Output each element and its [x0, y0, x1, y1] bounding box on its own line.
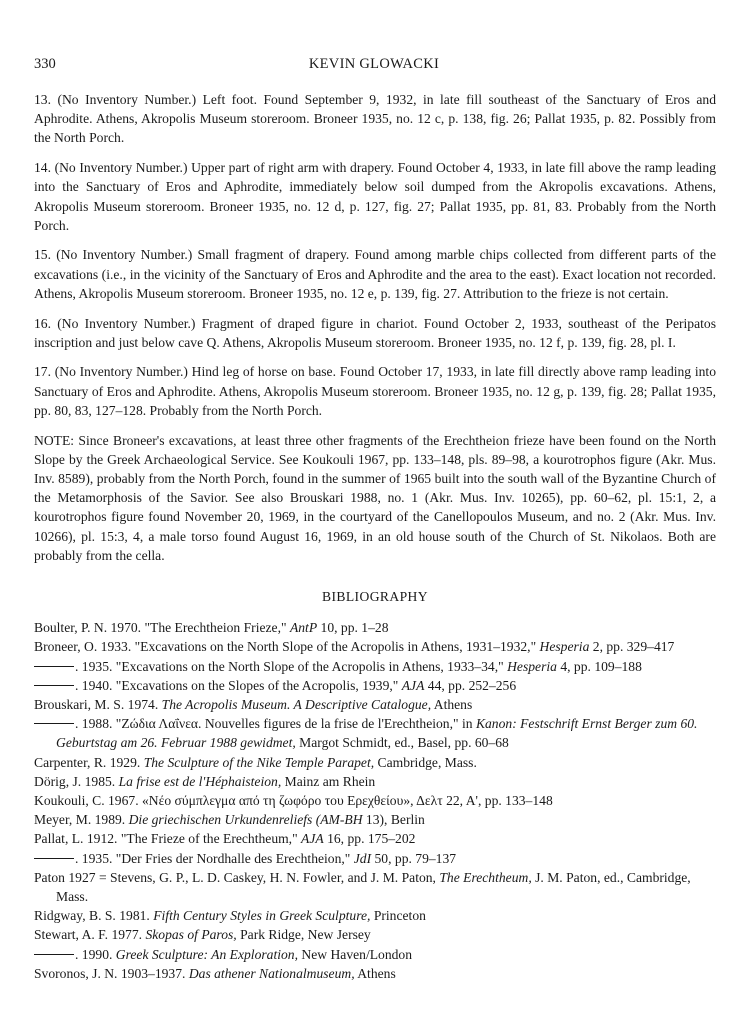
bibliography-text: Broneer, O. 1933. "Excavations on the North Slope of the Acropolis in Athens, 1931–1932,"	[34, 639, 540, 655]
bibliography-title: Kanon: Festschrift Ernst Berger zum 60. Geburtstag am 26. Februar 1988 gewidmet,	[56, 716, 698, 751]
repeat-author-dash	[34, 685, 74, 686]
bibliography-title: The Acropolis Museum. A Descriptive Catalogue,	[161, 696, 432, 712]
bibliography-item	[34, 676, 716, 695]
bibliography-text: Dörig, J. 1985.	[34, 773, 119, 789]
bibliography-title: Die griechischen Urkundenreliefs (AM-BH	[128, 812, 363, 828]
bibliography-text: 13), Berlin	[362, 812, 425, 828]
bibliography-text: Park Ridge, New Jersey	[236, 927, 371, 943]
repeat-author-dash	[34, 858, 74, 859]
bibliography-item	[34, 657, 716, 676]
catalogue-entry-14: 14. (No Inventory Number.) Upper part of right arm with drapery. Found October 4, 1933, in late fill above the ramp leading into the Sanctuary of Eros and Aphrodite, immediately below soil dumped from the Akropolis excavations. Athens, Akropolis Museum storeroom. Broneer 1935, no. 12 d, p. 127, fig. 27; Pallat 1935, pp. 81, 83. Probably from the North Porch.	[34, 160, 716, 233]
bibliography-title: Skopas of Paros,	[145, 927, 237, 943]
bibliography-item	[34, 810, 716, 829]
bibliography-item	[34, 637, 716, 656]
bibliography-text: Brouskari, M. S. 1974.	[34, 696, 162, 712]
note-paragraph: NOTE: Since Broneer's excavations, at least three other fragments of the Erechtheion frieze have been found on the North Slope by the Greek Archaeological Service. See Koukouli 1967, pp. 133–148, pls. 89–98, a kourotrophos figure (Akr. Mus. Inv. 8589), probably from the North Porch, found in the summer of 1965 built into the south wall of the Byzantine Church of the Metamorphosis of the Savior. See also Brouskari 1988, no. 1 (Akr. Mus. Inv. 10265), pp. 60–62, pl. 15:1, 2, a kourotrophos figure found November 20, 1969, in the courtyard of the Canellopoulos Museum, and no. 2 (Akr. Mus. Inv. 10266), pl. 15:3, 4, a male torso found August 16, 1969, in an old house south of the Church of St. Nikolaos. Both are probably from the cella.	[34, 432, 716, 563]
bibliography-text: 10, pp. 1–28	[317, 620, 389, 636]
catalogue-entry-16: 16. (No Inventory Number.) Fragment of draped figure in chariot. Found October 2, 1933, southeast of the Peripatos inscription and just below cave Q. Athens, Akropolis Museum storeroom. Broneer 1935, no. 12 f, p. 139, fig. 28, pl. I.	[34, 315, 716, 350]
bibliography-text: . 1988. "Ζώδια Λαΐνεα. Nouvelles figures de la frise de l'Erechtheion," in	[75, 716, 476, 732]
bibliography-item	[34, 964, 716, 983]
bibliography-text: . 1935. "Der Fries der Nordhalle des Erechtheion,"	[75, 850, 354, 866]
bibliography-text: Svoronos, J. N. 1903–1937.	[34, 965, 189, 981]
bibliography-item	[34, 849, 716, 868]
bibliography-item	[34, 714, 716, 752]
bibliography-title: AntP	[289, 620, 318, 636]
bibliography-text: Margot Schmidt, ed., Basel, pp. 60–68	[295, 735, 509, 751]
bibliography-title: AJA	[301, 831, 324, 847]
bibliography-title: Hesperia	[539, 639, 590, 655]
page-body	[34, 90, 716, 983]
bibliography-text: Paton 1927 = Stevens, G. P., L. D. Caskey, H. N. Fowler, and J. M. Paton,	[34, 869, 440, 885]
bibliography-text: Pallat, L. 1912. "The Frieze of the Erechtheum,"	[34, 831, 302, 847]
bibliography-item	[34, 906, 716, 925]
bibliography-item	[34, 772, 716, 791]
bibliography-title: Greek Sculpture: An Exploration,	[115, 946, 298, 962]
repeat-author-dash	[34, 723, 74, 724]
bibliography-title: JdI	[353, 850, 372, 866]
bibliography-text: Boulter, P. N. 1970. "The Erechtheion Frieze,"	[34, 620, 290, 636]
bibliography-text: 50, pp. 79–137	[371, 850, 457, 866]
bibliography-text: Meyer, M. 1989.	[34, 812, 129, 828]
bibliography-title: The Sculpture of the Nike Temple Parapet,	[143, 754, 375, 770]
bibliography-text: 44, pp. 252–256	[424, 677, 517, 693]
bibliography-title: Das athener Nationalmuseum,	[188, 965, 355, 981]
bibliography-text: 16, pp. 175–202	[323, 831, 416, 847]
bibliography-title: Hesperia	[507, 658, 557, 674]
repeat-author-dash	[34, 666, 74, 667]
catalogue-entry-17: 17. (No Inventory Number.) Hind leg of horse on base. Found October 17, 1933, in late fill directly above ramp leading into Sanctuary of Eros and Aphrodite. Athens, Akropolis Museum storeroom. Broneer 1935, no. 12 g, p. 139, fig. 28; Pallat 1935, pp. 80, 83, 127–128. Probably from the North Porch.	[34, 364, 716, 418]
bibliography-list	[34, 618, 716, 983]
bibliography-item	[34, 945, 716, 964]
bibliography-item	[34, 868, 716, 906]
bibliography-text: Athens	[354, 965, 396, 981]
bibliography-title: La frise est de l'Héphaisteion,	[118, 773, 282, 789]
bibliography-text: Athens	[431, 696, 473, 712]
bibliography-title: Fifth Century Styles in Greek Sculpture,	[153, 908, 371, 924]
bibliography-text: 2, pp. 329–417	[589, 639, 675, 655]
page-number: 330	[34, 56, 56, 72]
bibliography-item	[34, 618, 716, 637]
bibliography-text: Cambridge, Mass.	[374, 754, 477, 770]
bibliography-text: J. M. Paton, ed., Cambridge, Mass.	[56, 869, 691, 905]
repeat-author-dash	[34, 954, 74, 955]
bibliography-text: . 1990.	[75, 946, 116, 962]
bibliography-text: Ridgway, B. S. 1981.	[34, 908, 154, 924]
catalogue-entry-13: 13. (No Inventory Number.) Left foot. Found September 9, 1932, in late fill southeast of the Sanctuary of Eros and Aphrodite. Athens, Akropolis Museum storeroom. Broneer 1935, no. 12 c, p. 138, fig. 26; Pallat 1935, p. 82. Possibly from the North Porch.	[34, 92, 716, 146]
bibliography-title: AJA	[401, 677, 425, 693]
bibliography-heading: BIBLIOGRAPHY	[321, 588, 428, 604]
bibliography-title: The Erechtheum,	[439, 869, 532, 885]
bibliography-text: Koukouli, C. 1967. «Νέο σύμπλεγμα από τη ζωφόρο του Ερεχθείου», Δελτ 22, Α', pp. 133–148	[34, 793, 553, 808]
bibliography-item	[34, 753, 716, 772]
bibliography-text: . 1940. "Excavations on the Slopes of the Acropolis, 1939,"	[75, 677, 402, 693]
bibliography-text: 4, pp. 109–188	[556, 658, 642, 674]
bibliography-text: Stewart, A. F. 1977.	[34, 927, 146, 943]
bibliography-item	[34, 695, 716, 714]
bibliography-item	[34, 791, 716, 810]
running-head: KEVIN GLOWACKI	[308, 56, 440, 72]
bibliography-item	[34, 925, 716, 944]
bibliography-text: Princeton	[370, 908, 426, 924]
bibliography-item	[34, 829, 716, 848]
bibliography-text: Mainz am Rhein	[281, 773, 376, 789]
bibliography-text: New Haven/London	[298, 946, 413, 962]
bibliography-text: . 1935. "Excavations on the North Slope of the Acropolis in Athens, 1933–34,"	[75, 658, 508, 674]
bibliography-text: Carpenter, R. 1929.	[34, 754, 144, 770]
catalogue-entry-15: 15. (No Inventory Number.) Small fragment of drapery. Found among marble chips collected from different parts of the excavations (i.e., in the vicinity of the Sanctuary of Eros and Aphrodite and the area to the east). Exact location not recorded. Athens, Akropolis Museum storeroom. Broneer 1935, no. 12 e, p. 139, fig. 27. Attribution to the frieze is not certain.	[34, 247, 716, 301]
page-header	[34, 56, 714, 76]
